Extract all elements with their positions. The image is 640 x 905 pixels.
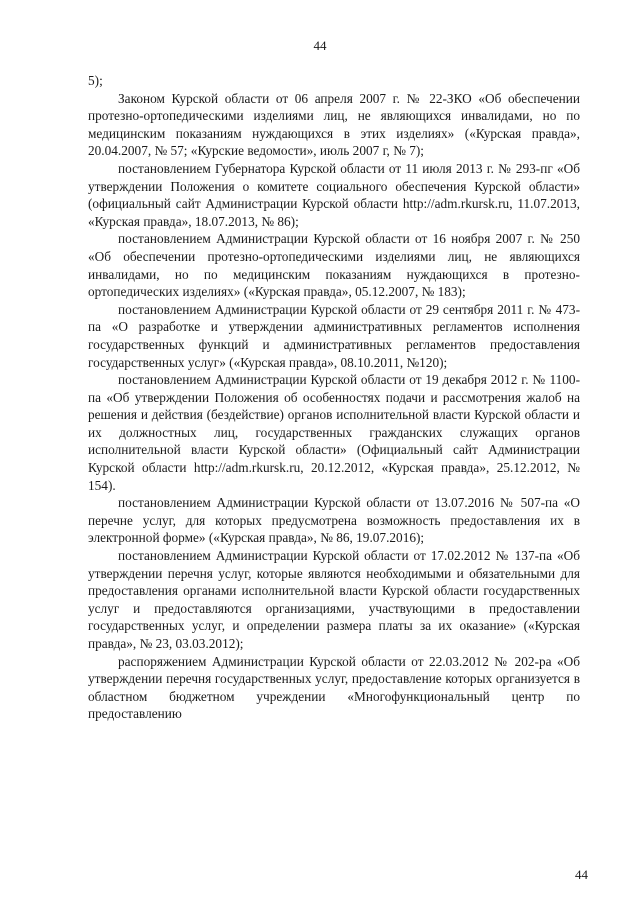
document-body — [88, 72, 580, 723]
page-number-bottom: 44 — [575, 867, 588, 882]
paragraph-continuation: 5); — [88, 73, 103, 88]
paragraph-resolution-250: постановлением Администрации Курской области от 16 ноября 2007 г. № 250 «Об обеспечении протезно-ортопедическими изделиями лиц, не являющихся инвалидами, но по медицинским показаниям нуждающихся в протезно-ортопедических изделиях» («Курская правда», 05.12.2007, № 183); — [88, 231, 580, 300]
paragraph-resolution-137-pa: постановлением Администрации Курской области от 17.02.2012 № 137-па «Об утверждении перечня услуг, которые являются необходимыми и обязательными для предоставления органами исполнительной власти Курской области государственных услуг и предоставляются организациями, участвующими в предоставлении государственных услуг, и определении размера платы за их оказание» («Курская правда», № 23, 03.03.2012); — [88, 548, 580, 651]
paragraph-resolution-1100-pa: постановлением Администрации Курской области от 19 декабря 2012 г. № 1100-па «Об утверждении Положения об особенностях подачи и рассмотрения жалоб на решения и действия (бездействие) органов исполнительной власти Курской области и их должностных лиц, государственных гражданских служащих органов исполнительной власти Курской области» (Официальный сайт Администрации Курской области http://adm.rkursk.ru, 20.12.2012, «Курская правда», 25.12.2012, № 154). — [88, 372, 580, 493]
paragraph-order-202-ra: распоряжением Администрации Курской области от 22.03.2012 № 202-ра «Об утверждении перечня государственных услуг, предоставление которых организуется в областном бюджетном учреждении «Многофункциональный центр по предоставлению — [88, 653, 580, 722]
paragraph-resolution-473-pa: постановлением Администрации Курской области от 29 сентября 2011 г. № 473-па «О разработке и утверждении административных регламентов исполнения государственных функций и административных регламентов предоставления государственных услуг» («Курская правда», 08.10.2011, №120); — [88, 301, 580, 370]
page-number-top: 44 — [313, 38, 327, 53]
paragraph-law-22-zko: Законом Курской области от 06 апреля 2007 г. № 22-ЗКО «Об обеспечении протезно-ортопедическими изделиями лиц, не являющихся инвалидами, но по медицинским показаниям нуждающихся в этих изделиях» («Курская правда», 20.04.2007, № 57; «Курские ведомости», июль 2007 г, № 7); — [88, 90, 580, 159]
paragraph-decree-293-pg: постановлением Губернатора Курской области от 11 июля 2013 г. № 293-пг «Об утверждении Положения о комитете социального обеспечения Курской области» (официальный сайт Администрации Курской области http://adm.rkursk.ru, 11.07.2013, «Курская правда», 18.07.2013, № 86); — [88, 160, 580, 229]
paragraph-resolution-507-pa: постановлением Администрации Курской области от 13.07.2016 № 507-па «О перечне услуг, для которых предусмотрена возможность предоставления их в электронной форме» («Курская правда», № 86, 19.07.2016); — [88, 495, 580, 546]
